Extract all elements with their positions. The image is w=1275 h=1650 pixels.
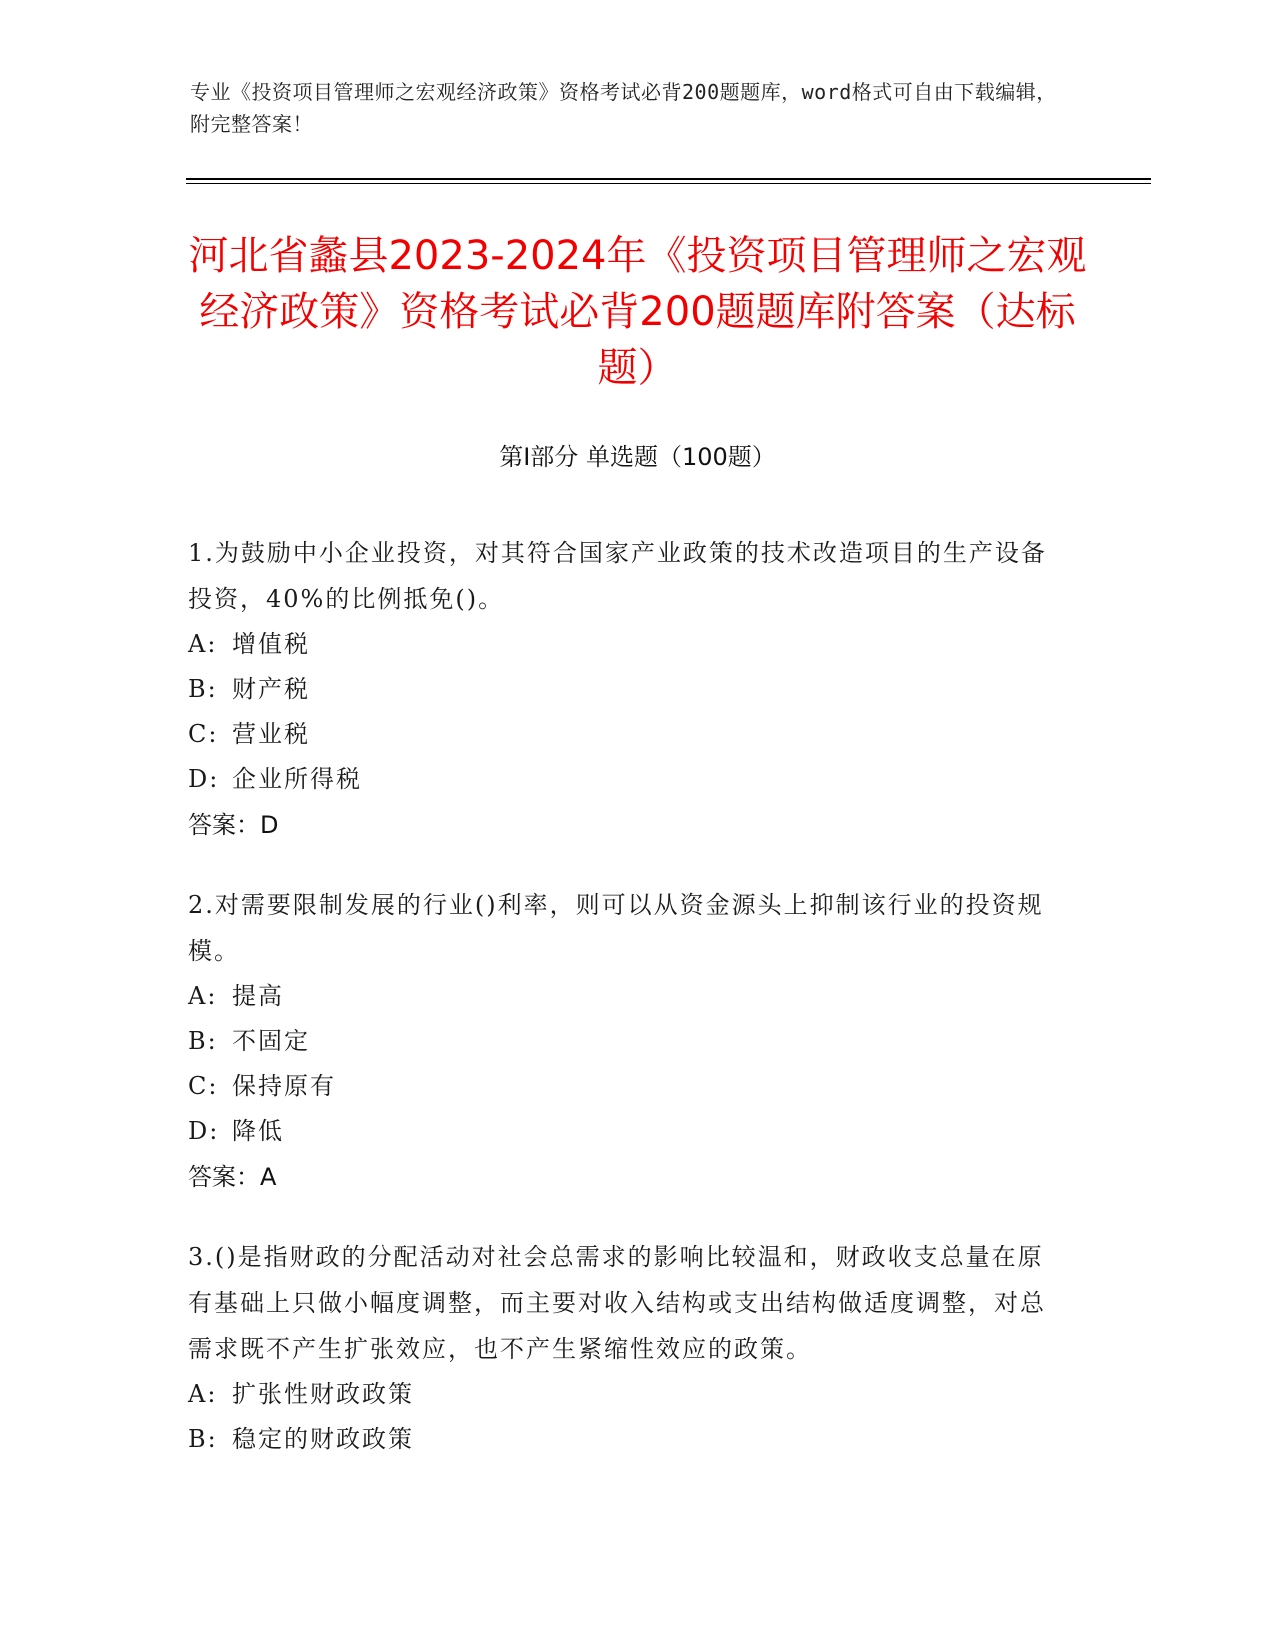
option-c [188,1064,1068,1109]
question-stem: 3.()是指财政的分配活动对社会总需求的影响比较温和，财政收支总量在原有基础上只做小幅度调整，而主要对收入结构或支出结构做适度调整，对总需求既不产生扩张效应，也不产生紧缩性效应的政策。 [188,1243,1046,1363]
option-list [188,622,1068,802]
header-note: 专业《投资项目管理师之宏观经济政策》资格考试必背200题题库，word格式可自由下载编辑，附完整答案！ [190,80,1057,136]
question-list [188,530,1068,1496]
option-a [188,1372,1068,1417]
option-text: 不固定 [232,1027,310,1055]
option-b [188,667,1068,712]
question-1 [188,530,1068,848]
option-key: C: [188,1072,219,1100]
header-rule-thick [186,178,1151,180]
option-d [188,757,1068,802]
answer-line [188,1154,1068,1200]
section-heading: 第I部分 单选题（100题） [499,443,776,471]
option-key: B: [188,1027,218,1055]
option-key: D: [188,765,220,793]
option-a [188,622,1068,667]
option-c [188,712,1068,757]
option-list [188,1372,1068,1462]
option-key: A: [188,982,218,1010]
option-text: 增值税 [232,630,310,658]
question-3 [188,1234,1068,1462]
option-text: 企业所得税 [232,765,362,793]
question-stem: 1.为鼓励中小企业投资，对其符合国家产业政策的技术改造项目的生产设备投资，40%的比例抵免()。 [188,539,1047,613]
option-a [188,974,1068,1019]
header-rule-thin [186,183,1151,184]
answer-value: A [260,1163,277,1191]
option-text: 保持原有 [232,1072,336,1100]
option-list [188,974,1068,1154]
question-stem: 2.对需要限制发展的行业()利率，则可以从资金源头上抑制该行业的投资规模。 [188,891,1044,965]
option-key: B: [188,1425,218,1453]
option-key: C: [188,720,219,748]
answer-prefix: 答案： [188,811,260,839]
option-text: 稳定的财政政策 [232,1425,414,1453]
question-2 [188,882,1068,1200]
option-text: 扩张性财政政策 [232,1380,414,1408]
option-d [188,1109,1068,1154]
document-title: 河北省蠡县2023-2024年《投资项目管理师之宏观经济政策》资格考试必背200题题库附答案（达标题） [188,233,1087,391]
option-key: D: [188,1117,220,1145]
option-b [188,1417,1068,1462]
option-key: A: [188,1380,218,1408]
option-key: B: [188,675,218,703]
answer-line [188,802,1068,848]
option-text: 营业税 [232,720,310,748]
option-text: 降低 [232,1117,284,1145]
answer-value: D [260,811,279,839]
option-key: A: [188,630,218,658]
option-b [188,1019,1068,1064]
option-text: 提高 [232,982,284,1010]
answer-prefix: 答案： [188,1163,260,1191]
option-text: 财产税 [232,675,310,703]
